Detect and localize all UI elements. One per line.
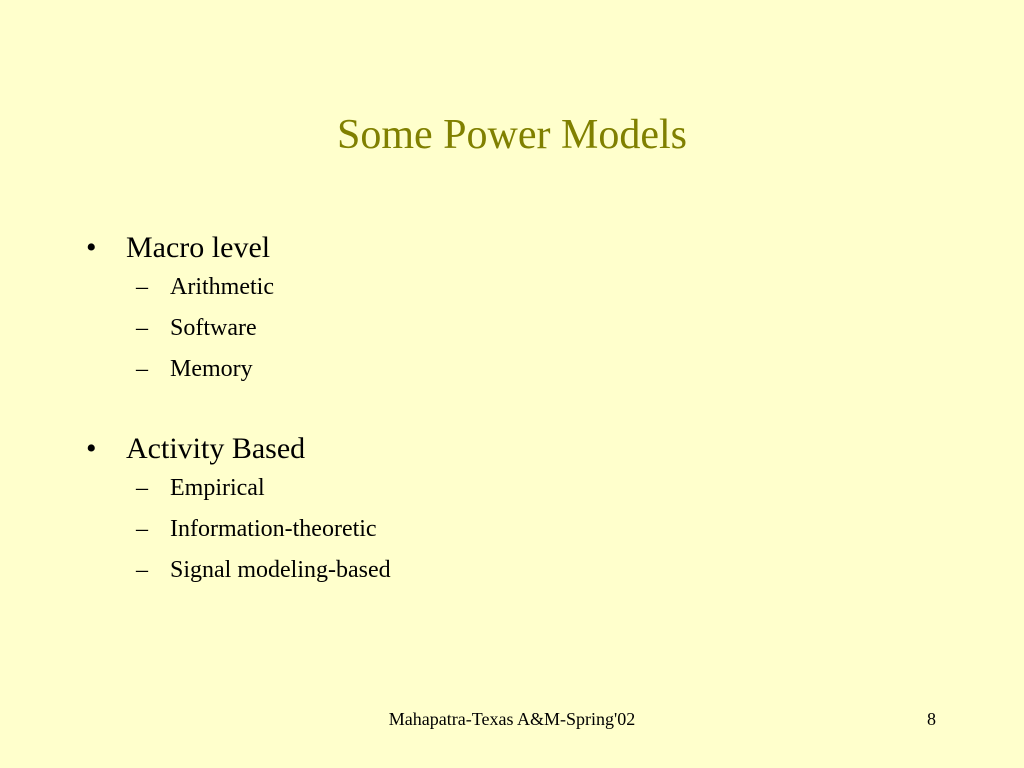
bullet-marker: •: [86, 432, 97, 465]
dash-marker: –: [136, 274, 148, 300]
dash-marker: –: [136, 315, 148, 341]
sub-item-memory: [86, 355, 946, 383]
sub-item-empirical: [86, 474, 946, 502]
dash-marker: –: [136, 475, 148, 501]
bullet-list: [86, 228, 946, 597]
sub-item-text: Arithmetic: [170, 274, 274, 300]
bullet-item-macro-level: [86, 228, 946, 268]
sub-item-text: Information-theoretic: [170, 516, 377, 542]
bullet-text: Macro level: [126, 231, 271, 264]
page-number: 8: [927, 709, 936, 729]
bullet-text: Activity Based: [126, 432, 306, 465]
group-spacer: [86, 396, 946, 429]
slide-title: Some Power Models: [337, 112, 687, 158]
sub-item-text: Signal modeling-based: [170, 557, 391, 583]
bullet-item-activity-based: [86, 429, 946, 469]
sub-item-text: Empirical: [170, 475, 265, 501]
sub-item-text: Memory: [170, 356, 253, 382]
dash-marker: –: [136, 557, 148, 583]
bullet-marker: •: [86, 231, 97, 264]
sub-item-information-theoretic: [86, 515, 946, 543]
sub-list-macro-level: [86, 273, 946, 383]
dash-marker: –: [136, 356, 148, 382]
sub-item-text: Software: [170, 315, 257, 341]
footer-text: Mahapatra-Texas A&M-Spring'02: [388, 709, 636, 729]
dash-marker: –: [136, 516, 148, 542]
sub-item-software: [86, 314, 946, 342]
sub-item-signal-modeling-based: [86, 556, 946, 584]
sub-list-activity-based: [86, 474, 946, 584]
sub-item-arithmetic: [86, 273, 946, 301]
